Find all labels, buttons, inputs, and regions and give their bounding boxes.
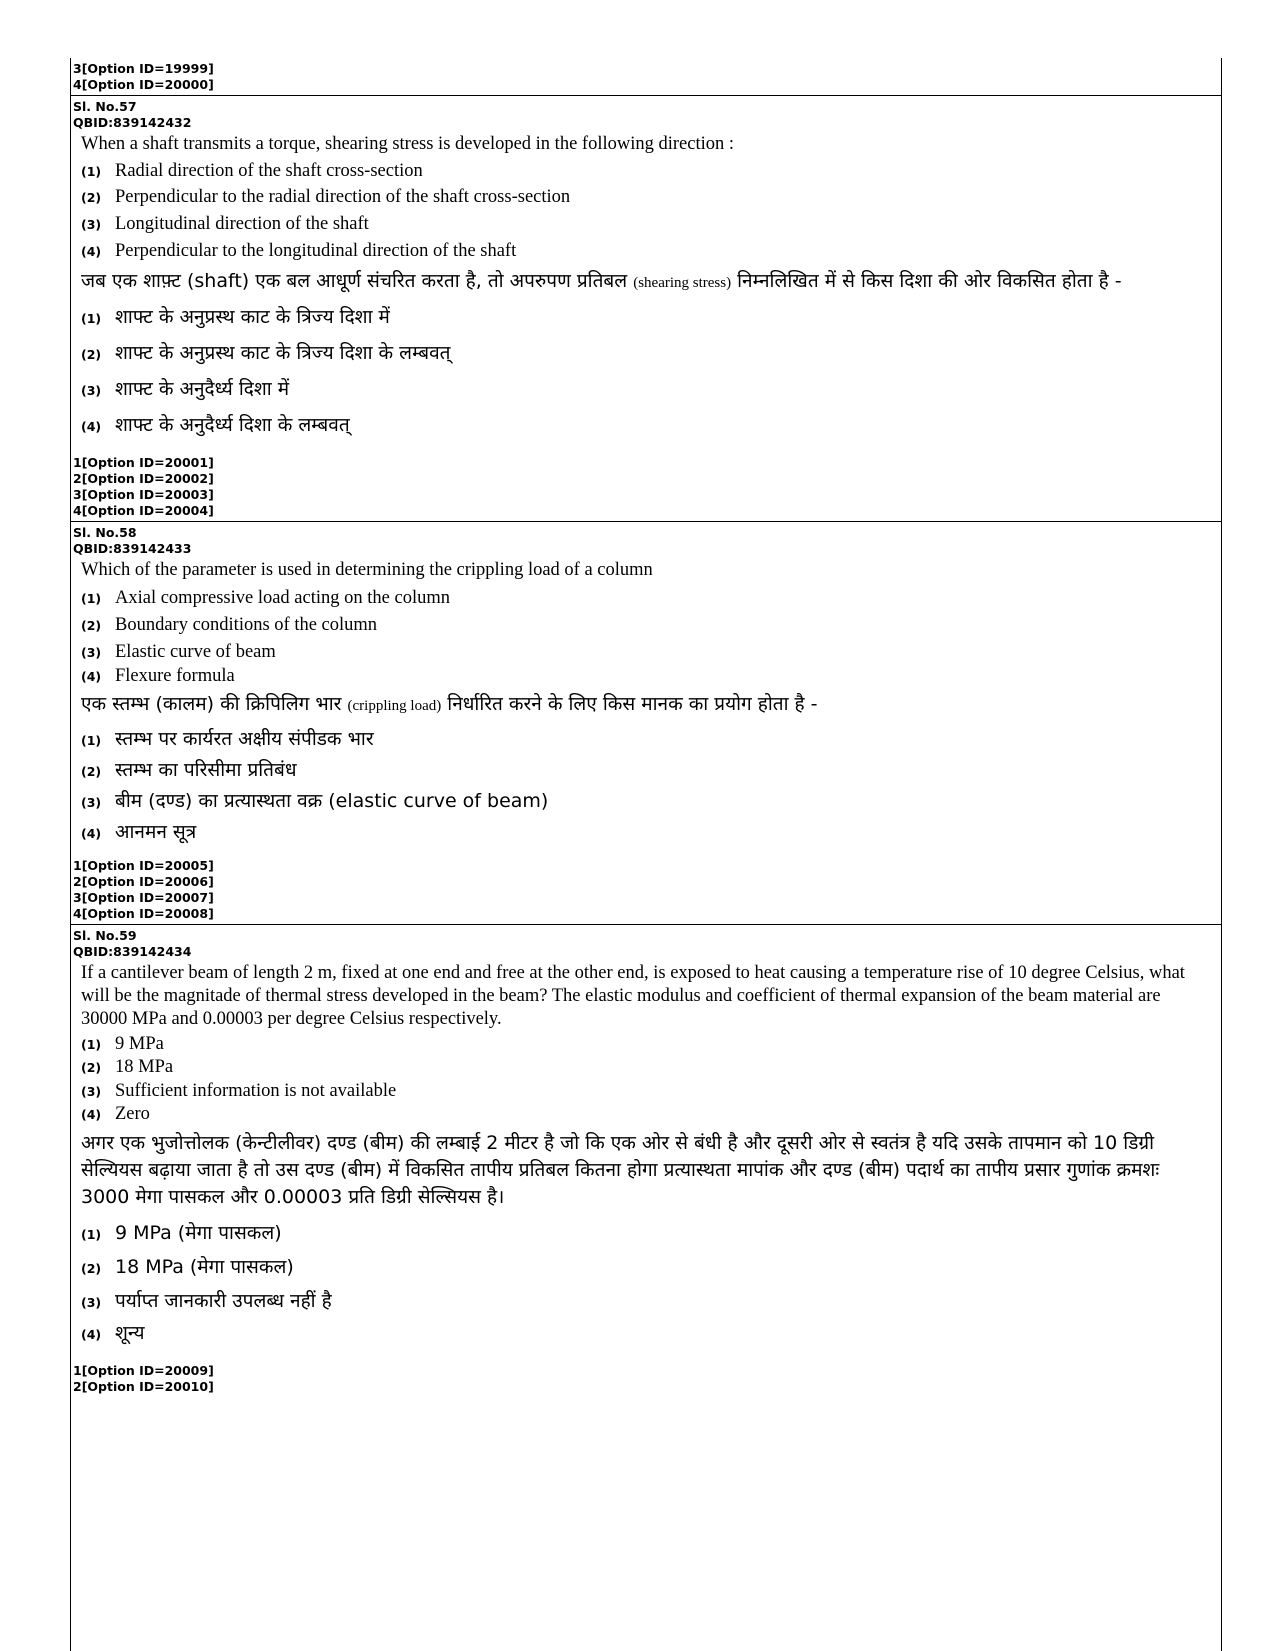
option-number: (1) (81, 1037, 102, 1052)
option-number: (2) (81, 1261, 102, 1276)
question-59 (71, 925, 1221, 1397)
option-en (81, 241, 1221, 262)
question-text-hindi: अगर एक भुजोत्तोलक (केन्टीलीवर) दण्ड (बीम) की लम्बाई 2 मीटर है जो कि एक ओर से बंधी है और दूसरी ओर से स्वतंत्र है यदि उसके तापमान को 10 डिग्री सेल्यियस बढ़ाया जाता है तो उस दण्ड (बीम) में विकसित तापीय प्रतिबल कितना होगा प्रत्यास्थता मापांक और दण्ड (बीम) पदार्थ का तापीय प्रसार गुणांक क्रमशः 3000 मेगा पासकल और 0.00003 प्रति डिग्री सेल्सियस है। (81, 1132, 1160, 1208)
hindi-text-part: निर्धारित करने के लिए किस मानक का प्रयोग होता है - (447, 693, 818, 715)
english-term: (crippling load) (347, 698, 442, 714)
option-number: (4) (81, 1327, 102, 1342)
option-id-line: 3[Option ID=20007] (73, 890, 214, 905)
option-en (81, 1057, 1221, 1078)
serial-number: Sl. No.57 (73, 99, 137, 114)
option-text: आनमन सूत्र (115, 821, 197, 843)
option-text: Elastic curve of beam (115, 642, 276, 662)
question-paper-page (70, 58, 1222, 1651)
option-text: Sufficient information is not available (115, 1081, 397, 1101)
option-hi (81, 725, 1221, 751)
option-number: (3) (81, 1084, 102, 1099)
option-text: 18 MPa (मेगा पासकल) (115, 1256, 294, 1278)
option-text: Zero (115, 1104, 150, 1124)
option-text: स्तम्भ का परिसीमा प्रतिबंध (115, 759, 297, 781)
serial-number: Sl. No.59 (73, 928, 137, 943)
option-id-line: 4[Option ID=20008] (73, 906, 214, 921)
option-en (81, 615, 1221, 636)
option-id-line: 2[Option ID=20010] (73, 1379, 214, 1394)
question-text-english: If a cantilever beam of length 2 m, fixed at one end and free at the other end, is exposed to heat causing a temperature rise of 10 degree Celsius, what will be the magnitade of thermal stress developed in the beam? The elastic modulus and coefficient of thermal expansion of the beam material are 30000 MPa and 0.00003 per degree Celsius respectively. (81, 963, 1185, 1029)
option-hi (81, 1287, 1221, 1313)
option-id-line: 2[Option ID=20002] (73, 471, 214, 486)
option-text: शाफ्ट के अनुप्रस्थ काट के त्रिज्य दिशा के लम्बवत् (115, 342, 451, 364)
option-en (81, 588, 1221, 609)
option-id-line: 1[Option ID=20001] (73, 455, 214, 470)
question-text-hindi (81, 268, 1207, 297)
option-text: Boundary conditions of the column (115, 615, 378, 635)
option-number: (1) (81, 164, 102, 179)
option-number: (1) (81, 311, 102, 326)
option-text: शाफ्ट के अनुदैर्ध्य दिशा में (115, 378, 290, 400)
option-en (81, 1034, 1221, 1055)
option-en (81, 1081, 1221, 1102)
option-hi (81, 375, 1221, 401)
option-text: 9 MPa (115, 1034, 164, 1054)
option-hi (81, 303, 1221, 329)
hindi-text-part: निम्नलिखित में से किस दिशा की ओर विकसित होता है - (737, 270, 1122, 292)
option-number: (2) (81, 618, 102, 633)
option-number: (4) (81, 419, 102, 434)
option-number: (2) (81, 190, 102, 205)
option-number: (2) (81, 764, 102, 779)
option-id-line: 1[Option ID=20005] (73, 858, 214, 873)
option-text: Perpendicular to the longitudinal direction of the shaft (115, 241, 517, 261)
option-number: (4) (81, 669, 102, 684)
option-number: (3) (81, 795, 102, 810)
option-id-line: 3[Option ID=20003] (73, 487, 214, 502)
option-number: (4) (81, 826, 102, 841)
prev-question-option-ids (71, 58, 1221, 96)
option-text: शाफ्ट के अनुदैर्ध्य दिशा के लम्बवत् (115, 414, 350, 436)
option-text: Axial compressive load acting on the column (115, 588, 450, 608)
option-number: (3) (81, 383, 102, 398)
option-en (81, 187, 1221, 208)
option-text: Flexure formula (115, 666, 235, 686)
option-text: स्तम्भ पर कार्यरत अक्षीय संपीडक भार (115, 728, 374, 750)
english-term: (shearing stress) (633, 275, 732, 291)
option-text: 9 MPa (मेगा पासकल) (115, 1222, 282, 1244)
option-text: पर्याप्त जानकारी उपलब्ध नहीं है (115, 1290, 332, 1312)
hindi-text-part: एक स्तम्भ (कालम) की क्रिपिलिग भार (81, 693, 342, 715)
option-hi (81, 1219, 1221, 1245)
option-en (81, 1104, 1221, 1125)
option-id-line: 1[Option ID=20009] (73, 1363, 214, 1378)
option-hi (81, 1253, 1221, 1279)
option-number: (4) (81, 1107, 102, 1122)
option-text: शून्य (115, 1322, 145, 1344)
option-id-line: 4[Option ID=20000] (73, 77, 214, 92)
option-number: (1) (81, 1227, 102, 1242)
option-number: (1) (81, 591, 102, 606)
option-number: (4) (81, 244, 102, 259)
option-en (81, 666, 1221, 687)
option-number: (3) (81, 217, 102, 232)
option-text: शाफ्ट के अनुप्रस्थ काट के त्रिज्य दिशा में (115, 306, 390, 328)
option-en (81, 161, 1221, 182)
option-hi (81, 411, 1221, 437)
option-text: बीम (दण्ड) का प्रत्यास्थता वक्र (elastic curve of beam) (115, 790, 549, 812)
option-hi (81, 818, 1221, 844)
option-hi (81, 787, 1221, 813)
serial-number: Sl. No.58 (73, 525, 137, 540)
qbid: QBID:839142433 (73, 541, 192, 556)
option-hi (81, 1319, 1221, 1345)
option-id-line: 3[Option ID=19999] (73, 61, 214, 76)
question-text-english: When a shaft transmits a torque, shearing stress is developed in the following direction : (81, 134, 734, 154)
option-text: Radial direction of the shaft cross-section (115, 161, 423, 181)
hindi-text-part: जब एक शाफ़्ट (shaft) एक बल आधूर्ण संचरित करता है, तो अपरुपण प्रतिबल (81, 270, 628, 292)
option-hi (81, 756, 1221, 782)
option-en (81, 214, 1221, 235)
question-text-hindi (81, 691, 1207, 720)
option-text: Longitudinal direction of the shaft (115, 214, 369, 234)
option-text: 18 MPa (115, 1057, 174, 1077)
option-id-line: 4[Option ID=20004] (73, 503, 214, 518)
question-text-english: Which of the parameter is used in determining the crippling load of a column (81, 560, 653, 580)
qbid: QBID:839142434 (73, 944, 192, 959)
option-number: (3) (81, 1295, 102, 1310)
option-number: (3) (81, 645, 102, 660)
option-id-line: 2[Option ID=20006] (73, 874, 214, 889)
qbid: QBID:839142432 (73, 115, 192, 130)
question-57 (71, 96, 1221, 522)
option-text: Perpendicular to the radial direction of the shaft cross-section (115, 187, 571, 207)
option-hi (81, 339, 1221, 365)
option-number: (2) (81, 347, 102, 362)
option-number: (2) (81, 1060, 102, 1075)
option-en (81, 642, 1221, 663)
option-number: (1) (81, 733, 102, 748)
question-58 (71, 522, 1221, 925)
